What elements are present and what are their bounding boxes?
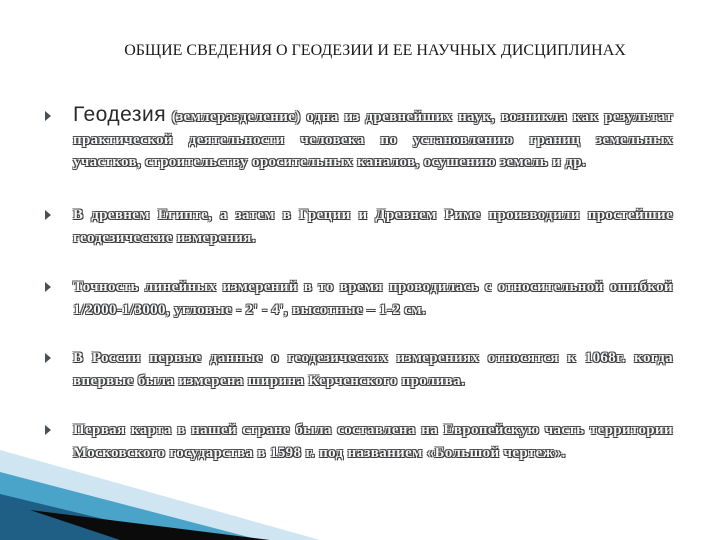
decorative-corner-graphic (0, 450, 320, 540)
bullet-arrow-icon (45, 282, 51, 292)
bullet-arrow-icon (45, 425, 51, 435)
bullet-item (45, 276, 675, 321)
bullet-text: В древнем Египте, а затем в Греции и Древнем Риме производили простейшие геодезические измерения. (73, 207, 673, 246)
bullet-arrow-icon (45, 111, 51, 121)
bullet-text: Точность линейных измерений в то время проводилась с относительной ошибкой 1/2000-1/3000, угловые - 2' - 4', высотные – 1-2 см. (73, 279, 673, 318)
bullet-item (45, 104, 675, 174)
bullet-arrow-icon (45, 353, 51, 363)
slide-title: ОБЩИЕ СВЕДЕНИЯ О ГЕОДЕЗИИ И ЕЕ НАУЧНЫХ ДИСЦИПЛИНАХ (124, 42, 626, 59)
bullet-text (73, 104, 673, 174)
bullet-body: (землеразделение) одна из древнейших наук, возникла как результат практической деятельности человека по установлению границ земельных участков, строительству оросительных каналов, осушению земель и др. (73, 109, 673, 170)
bullet-arrow-icon (45, 210, 51, 220)
bullet-text: В России первые данные о геодезических измерениях относятся к 1068г. когда впервые была измерена ширина Керченского пролива. (73, 350, 673, 389)
bullet-item (45, 204, 675, 249)
bullet-text: Первая карта в нашей стране была составлена на Европейскую часть территории Московского государства в 1598 г. под названием «Большой чертеж». (73, 422, 673, 461)
bullet-item (45, 347, 675, 392)
bullet-term: Геодезия (73, 103, 167, 126)
